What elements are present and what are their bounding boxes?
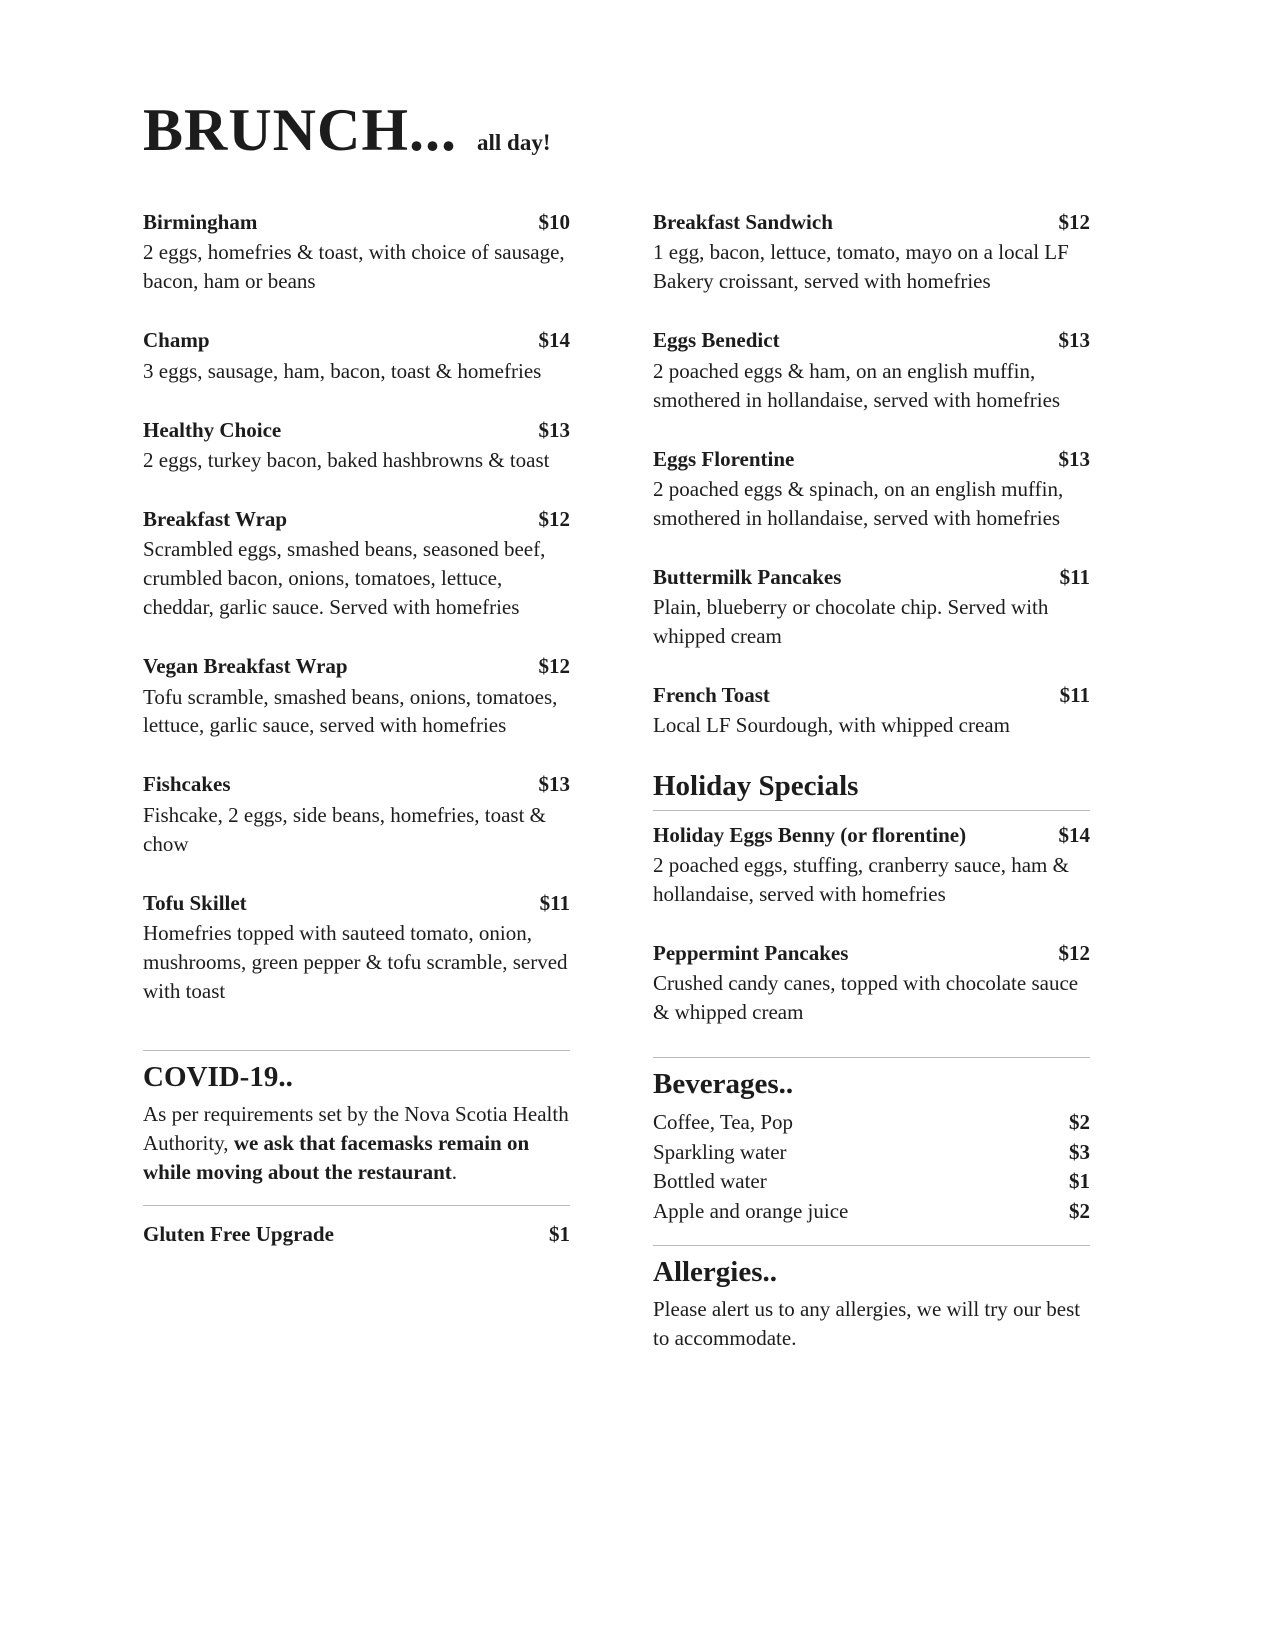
menu-item-gluten-free-upgrade [143,1220,570,1248]
covid-text-end: . [451,1160,458,1185]
item-name: Eggs Benedict [653,328,780,353]
holiday-specials-heading: Holiday Specials [653,770,859,803]
section-covid [143,1061,570,1187]
beverage-row [653,1108,1090,1138]
item-description: 2 poached eggs & spinach, on an english muffin, smothered in hollandaise, served with homefries [653,476,1064,530]
menu-item-vegan-breakfast-wrap [143,652,570,740]
menu-columns [143,208,1132,1353]
beverage-price: $2 [1069,1109,1090,1134]
item-price: $13 [1058,446,1090,471]
menu-item-tofu-skillet [143,889,570,1006]
menu-item-peppermint-pancakes [653,939,1090,1027]
item-price: $13 [538,417,570,442]
item-price: $12 [538,506,570,531]
item-name: Holiday Eggs Benny (or florentine) [653,822,967,847]
item-description: 2 poached eggs & ham, on an english muffin, smothered in hollandaise, served with homefries [653,358,1061,412]
section-beverages [653,1068,1090,1227]
item-price: $12 [1058,941,1090,966]
covid-text-bold: we ask that facemasks remain on while moving about the restaurant [143,1131,530,1185]
menu-item-fishcakes [143,770,570,858]
beverage-name: Coffee, Tea, Pop [653,1109,794,1134]
beverage-price: $2 [1069,1199,1090,1224]
item-name: Champ [143,328,210,353]
allergies-heading: Allergies.. [653,1255,778,1288]
item-name: French Toast [653,683,770,708]
item-name: Fishcakes [143,772,231,797]
item-description: Local LF Sourdough, with whipped cream [653,713,1010,738]
item-price: $11 [539,890,570,915]
item-price: $1 [549,1222,570,1247]
menu-item-french-toast [653,681,1090,740]
item-description: Homefries topped with sauteed tomato, onion, mushrooms, green pepper & tofu scramble, served with toast [143,921,568,1003]
item-description: 2 eggs, turkey bacon, baked hashbrowns & toast [143,447,550,472]
beverage-price: $1 [1069,1169,1090,1194]
covid-heading: COVID-19.. [143,1060,293,1093]
item-description: 2 eggs, homefries & toast, with choice of sausage, bacon, ham or beans [143,240,565,294]
item-price: $13 [538,772,570,797]
item-price: $13 [1058,328,1090,353]
right-column [653,208,1090,1353]
menu-item-buttermilk-pancakes [653,563,1090,651]
menu-header [143,97,1132,163]
beverage-row [653,1138,1090,1168]
item-name: Tofu Skillet [143,890,247,915]
menu-item-healthy-choice [143,416,570,475]
beverage-name: Bottled water [653,1169,767,1194]
menu-title: BRUNCH... [143,97,458,163]
beverages-heading: Beverages.. [653,1068,794,1101]
item-name: Peppermint Pancakes [653,941,849,966]
menu-item-birmingham [143,208,570,296]
item-description: Plain, blueberry or chocolate chip. Served with whipped cream [653,595,1049,649]
item-description: 2 poached eggs, stuffing, cranberry sauce, ham & hollandaise, served with homefries [653,853,1069,907]
allergies-text: Please alert us to any allergies, we will try our best to accommodate. [653,1297,1081,1351]
item-price: $10 [538,210,570,234]
item-name: Breakfast Wrap [143,506,288,531]
menu-item-eggs-florentine [653,445,1090,533]
covid-text [143,1100,570,1187]
item-price: $11 [1059,564,1090,589]
item-price: $14 [538,328,570,353]
beverage-price: $3 [1069,1139,1090,1164]
item-description: Crushed candy canes, topped with chocolate sauce & whipped cream [653,971,1079,1025]
item-price: $11 [1059,683,1090,708]
item-name: Birmingham [143,210,258,234]
section-allergies [653,1256,1090,1353]
menu-item-champ [143,326,570,385]
section-holiday-specials [653,770,1090,1027]
beverage-row [653,1197,1090,1227]
covid-text-normal: As per requirements set by the Nova Scotia Health Authority, [143,1102,569,1156]
item-description: 1 egg, bacon, lettuce, tomato, mayo on a local LF Bakery croissant, served with homefries [653,240,1069,294]
item-name: Vegan Breakfast Wrap [143,654,348,679]
item-name: Gluten Free Upgrade [143,1222,334,1247]
beverage-name: Apple and orange juice [653,1199,849,1224]
item-name: Eggs Florentine [653,446,795,471]
item-price: $12 [538,654,570,679]
item-description: Tofu scramble, smashed beans, onions, tomatoes, lettuce, garlic sauce, served with homefries [143,684,558,738]
item-name: Breakfast Sandwich [653,210,833,234]
left-column [143,208,570,1353]
item-description: Scrambled eggs, smashed beans, seasoned beef, crumbled bacon, onions, tomatoes, lettuce, cheddar, garlic sauce. Served with homefries [143,537,546,620]
beverage-name: Sparkling water [653,1139,787,1164]
item-price: $12 [1058,210,1090,234]
item-name: Buttermilk Pancakes [653,564,842,589]
item-description: Fishcake, 2 eggs, side beans, homefries, toast & chow [143,802,546,856]
item-description: 3 eggs, sausage, ham, bacon, toast & homefries [143,358,542,383]
item-name: Healthy Choice [143,417,282,442]
menu-item-breakfast-wrap [143,505,570,622]
menu-subtitle: all day! [477,130,551,155]
menu-item-breakfast-sandwich [653,208,1090,296]
item-price: $14 [1058,822,1090,847]
menu-item-holiday-eggs-benny [653,821,1090,909]
beverage-row [653,1167,1090,1197]
menu-item-eggs-benedict [653,326,1090,414]
